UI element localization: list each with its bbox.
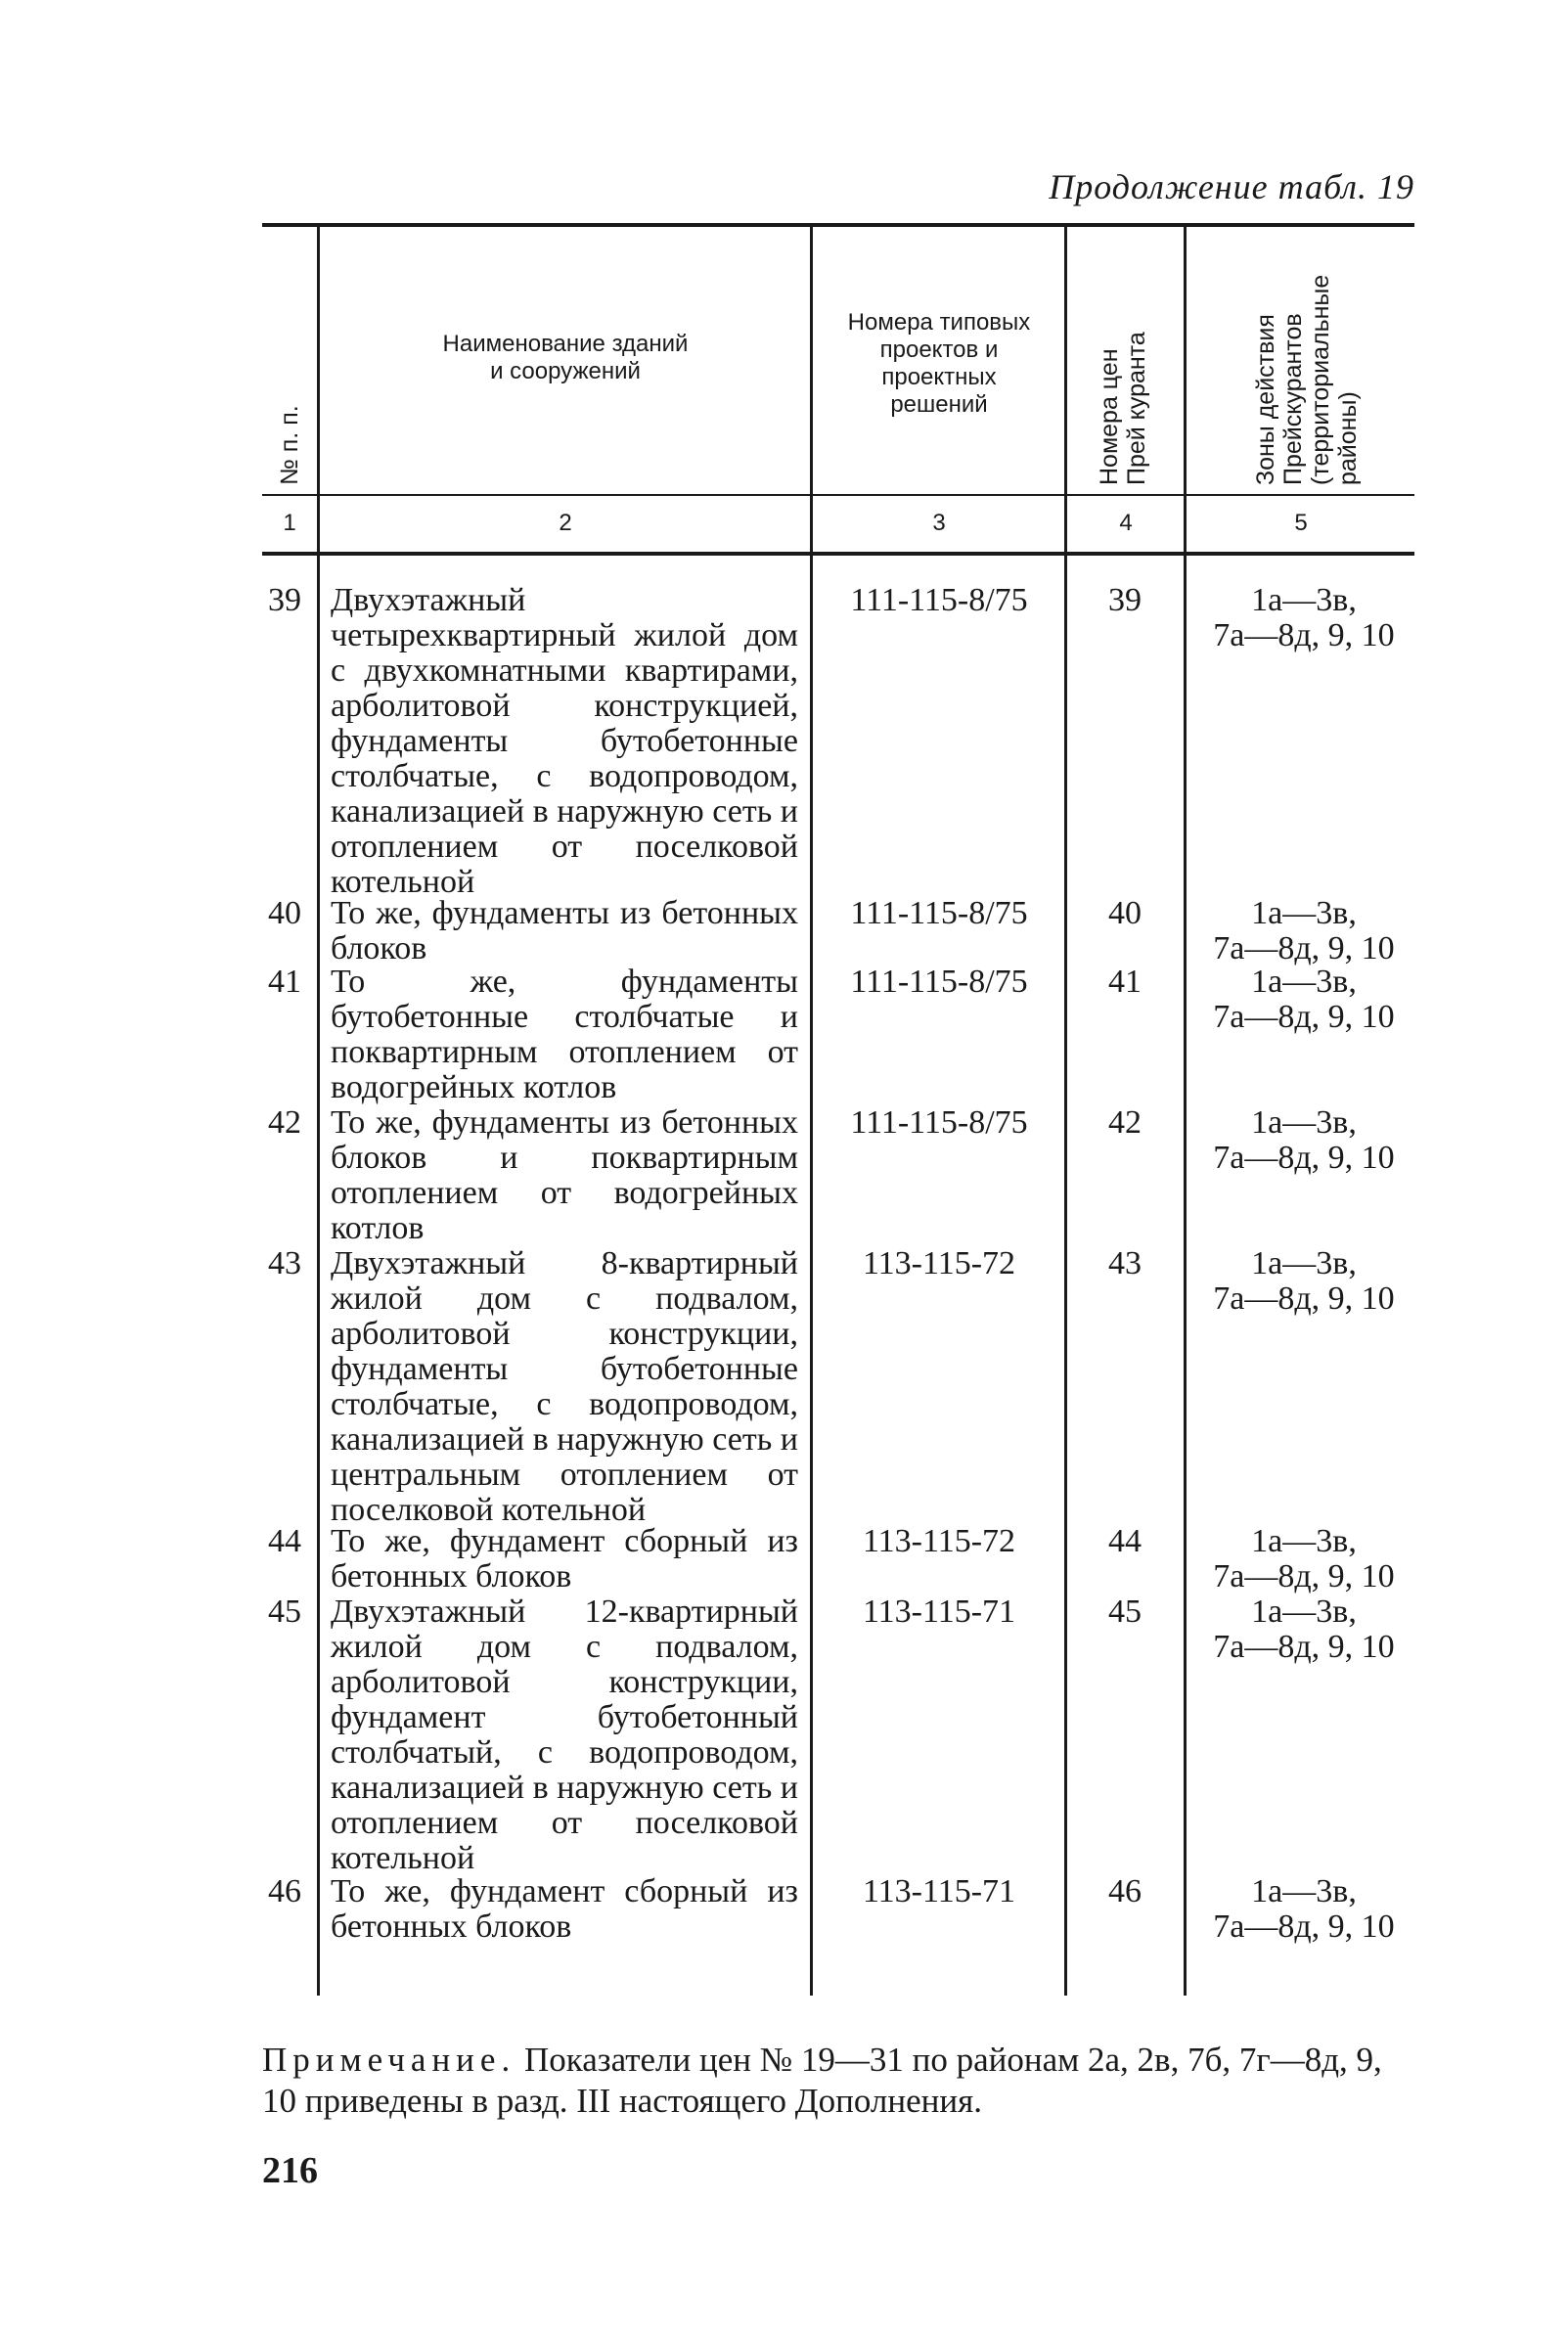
table-note bbox=[262, 2040, 1414, 2122]
header-name-line: и сооружений bbox=[490, 358, 641, 384]
row-name: То же, фундаменты из бетонных блоков bbox=[331, 895, 798, 966]
row-number: 40 bbox=[268, 895, 301, 931]
row-zone bbox=[1193, 1874, 1414, 1945]
row-zone-line: 1а—3в, bbox=[1251, 582, 1357, 618]
row-number: 46 bbox=[268, 1873, 301, 1909]
row-zone-line: 7а—8д, 9, 10 bbox=[1213, 1558, 1395, 1594]
row-project: 111-115-8/75 bbox=[850, 895, 1028, 931]
row-price: 41 bbox=[1108, 964, 1142, 1000]
row-zone-line: 7а—8д, 9, 10 bbox=[1213, 1280, 1395, 1317]
row-price: 42 bbox=[1108, 1104, 1142, 1141]
header-project bbox=[814, 309, 1064, 419]
price-table bbox=[262, 223, 1414, 1996]
row-price: 43 bbox=[1108, 1245, 1142, 1281]
header-zone-line: районы) bbox=[1334, 391, 1362, 485]
row-price: 40 bbox=[1108, 895, 1142, 931]
row-zone-line: 1а—3в, bbox=[1251, 1245, 1357, 1281]
column-divider-4 bbox=[1184, 227, 1187, 1996]
row-zone bbox=[1193, 1594, 1414, 1665]
note-text: Показатели цен № 19—31 по районам 2а, 2в, 7б, 7г—8д, 9, 10 приведены в разд. III настоящего Дополнения. bbox=[262, 2041, 1382, 2120]
header-zone bbox=[1252, 275, 1362, 485]
row-zone-line: 1а—3в, bbox=[1251, 964, 1357, 1000]
header-price bbox=[1096, 332, 1150, 485]
row-zone bbox=[1193, 896, 1414, 966]
row-price: 39 bbox=[1108, 582, 1142, 618]
row-zone bbox=[1193, 1105, 1414, 1176]
header-project-line: Номера типовых bbox=[847, 309, 1031, 336]
row-zone bbox=[1193, 1246, 1414, 1317]
column-number: 5 bbox=[1294, 510, 1308, 536]
column-divider-3 bbox=[1064, 227, 1067, 1996]
header-name-line: Наименование зданий bbox=[442, 331, 689, 357]
row-name: Двухэтажный 8-квартирный жилой дом с подвалом, арболитовой конструкции, фундаменты бутобетонные столбчатые, с водопроводом, канализацией в наружную сеть и центральным отоплением от поселковой котельной bbox=[331, 1245, 798, 1528]
row-number: 43 bbox=[268, 1245, 301, 1281]
row-number: 45 bbox=[268, 1594, 301, 1630]
header-zone-line: Зоны действия bbox=[1252, 314, 1279, 485]
row-name: То же, фундамент сборный из бетонных блоков bbox=[331, 1873, 798, 1945]
table-caption: Продолжение табл. 19 bbox=[1049, 167, 1414, 206]
row-zone-line: 1а—3в, bbox=[1251, 1594, 1357, 1630]
row-zone-line: 1а—3в, bbox=[1251, 895, 1357, 931]
column-divider-1 bbox=[317, 227, 320, 1996]
column-number: 2 bbox=[559, 510, 572, 536]
header-project-line: решений bbox=[890, 391, 988, 418]
row-zone-line: 7а—8д, 9, 10 bbox=[1213, 1140, 1395, 1176]
column-divider-2 bbox=[810, 227, 813, 1996]
row-number: 42 bbox=[268, 1104, 301, 1141]
header-rule bbox=[262, 494, 1414, 496]
row-name: Двухэтажный 12-квартирный жилой дом с подвалом, арболитовой конструкции, фундамент бутобетонный столбчатый, с водопроводом, канализацией в наружную сеть и отоплением от поселковой котельной bbox=[331, 1594, 798, 1876]
row-project: 113-115-72 bbox=[862, 1245, 1016, 1281]
column-number: 3 bbox=[932, 510, 946, 536]
row-name: То же, фундаменты из бетонных блоков и поквартирным отоплением от водогрейных котлов bbox=[331, 1104, 798, 1246]
row-name: То же, фундамент сборный из бетонных блоков bbox=[331, 1523, 798, 1594]
row-zone bbox=[1193, 1524, 1414, 1594]
column-number: 4 bbox=[1119, 510, 1133, 536]
header-zone-line: Прейскурантов bbox=[1279, 313, 1307, 485]
row-price: 46 bbox=[1108, 1873, 1142, 1909]
row-name: Двухэтажный четырехквартирный жилой дом с двухкомнатными квартирами, арболитовой конструкцией, фундаменты бутобетонные столбчатые, с водопроводом, канализацией в наружную сеть и отоплением от поселковой котельной bbox=[331, 582, 798, 900]
row-project: 111-115-8/75 bbox=[850, 964, 1028, 1000]
header-project-line: проектов и bbox=[879, 337, 999, 363]
row-zone-line: 1а—3в, bbox=[1251, 1523, 1357, 1559]
row-price: 44 bbox=[1108, 1523, 1142, 1559]
column-number-rule bbox=[262, 552, 1414, 556]
row-project: 113-115-72 bbox=[862, 1523, 1016, 1559]
header-number: № п. п. bbox=[276, 405, 303, 485]
header-name bbox=[321, 331, 810, 385]
row-zone bbox=[1193, 583, 1414, 653]
row-project: 113-115-71 bbox=[862, 1873, 1016, 1909]
row-number: 39 bbox=[268, 582, 301, 618]
header-price-line: Номера цен bbox=[1096, 348, 1123, 485]
header-project-line: проектных bbox=[881, 364, 997, 390]
row-zone-line: 7а—8д, 9, 10 bbox=[1213, 1908, 1395, 1945]
row-zone bbox=[1193, 965, 1414, 1035]
row-project: 111-115-8/75 bbox=[850, 582, 1028, 618]
row-zone-line: 7а—8д, 9, 10 bbox=[1213, 617, 1395, 653]
header-zone-line: (территориальные bbox=[1307, 274, 1334, 485]
row-zone-line: 1а—3в, bbox=[1251, 1104, 1357, 1141]
note-label: Примечание. bbox=[262, 2041, 516, 2079]
row-number: 44 bbox=[268, 1523, 301, 1559]
row-number: 41 bbox=[268, 964, 301, 1000]
row-zone-line: 7а—8д, 9, 10 bbox=[1213, 1629, 1395, 1665]
row-zone-line: 7а—8д, 9, 10 bbox=[1213, 999, 1395, 1035]
row-zone-line: 1а—3в, bbox=[1251, 1873, 1357, 1909]
page-number: 216 bbox=[262, 2150, 318, 2191]
row-project: 113-115-71 bbox=[862, 1594, 1016, 1630]
row-price: 45 bbox=[1108, 1594, 1142, 1630]
header-price-line: Прей курaнта bbox=[1123, 332, 1150, 485]
row-zone-line: 7а—8д, 9, 10 bbox=[1213, 930, 1395, 966]
row-name: То же, фундаменты бутобетонные столбчатые и поквартирным отоплением от водогрейных котлов bbox=[331, 964, 798, 1105]
row-project: 111-115-8/75 bbox=[850, 1104, 1028, 1141]
column-number: 1 bbox=[283, 510, 296, 536]
top-rule bbox=[262, 223, 1414, 227]
